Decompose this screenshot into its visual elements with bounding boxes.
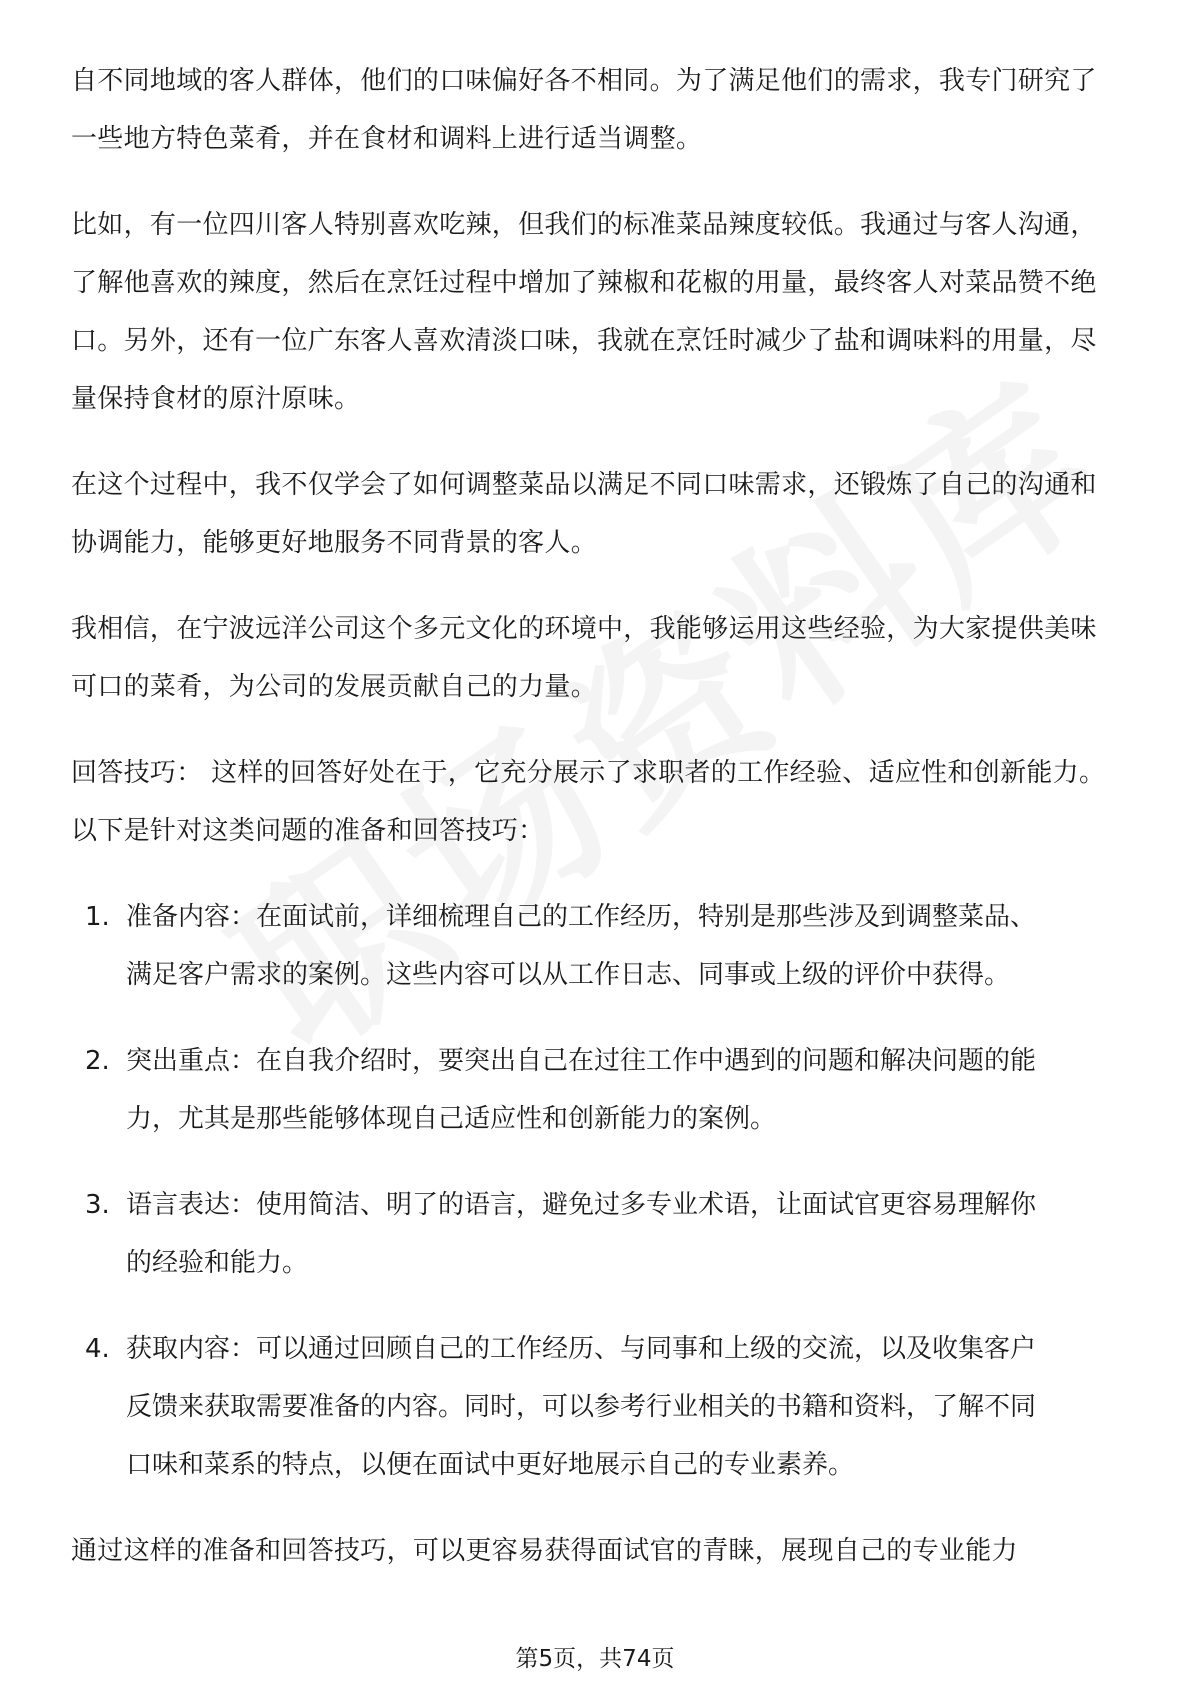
paragraph: 我相信，在宁波远洋公司这个多元文化的环境中，我能够运用这些经验，为大家提供美味可口的菜肴，为公司的发展贡献自己的力量。 xyxy=(71,614,1097,702)
list-number: 2. xyxy=(85,1046,110,1076)
list-item xyxy=(71,1176,1121,1292)
list-text: 获取内容：可以通过回顾自己的工作经历、与同事和上级的交流，以及收集客户反馈来获取需要准备的内容。同时，可以参考行业相关的书籍和资料，了解不同口味和菜系的特点，以便在面试中更好地展示自己的专业素养。 xyxy=(126,1334,1037,1480)
list-item xyxy=(71,1320,1121,1494)
list-item xyxy=(71,1032,1121,1148)
list-number: 3. xyxy=(85,1190,110,1220)
tips-intro-paragraph: 回答技巧： 这样的回答好处在于，它充分展示了求职者的工作经验、适应性和创新能力。以下是针对这类问题的准备和回答技巧： xyxy=(71,758,1106,846)
closing-paragraph: 通过这样的准备和回答技巧，可以更容易获得面试官的青睐，展现自己的专业能力 xyxy=(71,1536,1018,1566)
list-number: 4. xyxy=(85,1334,110,1364)
list-item xyxy=(71,888,1121,1004)
paragraph: 在这个过程中，我不仅学会了如何调整菜品以满足不同口味需求，还锻炼了自己的沟通和协调能力，能够更好地服务不同背景的客人。 xyxy=(71,470,1097,558)
list-text: 突出重点：在自我介绍时，要突出自己在过往工作中遇到的问题和解决问题的能力，尤其是那些能够体现自己适应性和创新能力的案例。 xyxy=(126,1046,1037,1134)
paragraph: 自不同地域的客人群体，他们的口味偏好各不相同。为了满足他们的需求，我专门研究了一些地方特色菜肴，并在食材和调料上进行适当调整。 xyxy=(71,66,1097,154)
list-text: 语言表达：使用简洁、明了的语言，避免过多专业术语，让面试官更容易理解你的经验和能力。 xyxy=(126,1190,1037,1278)
page-footer: 第5页，共74页 xyxy=(515,1646,675,1672)
document-content xyxy=(71,52,1121,1608)
paragraph: 比如，有一位四川客人特别喜欢吃辣，但我们的标准菜品辣度较低。我通过与客人沟通，了解他喜欢的辣度，然后在烹饪过程中增加了辣椒和花椒的用量，最终客人对菜品赞不绝口。另外，还有一位广东客人喜欢清淡口味，我就在烹饪时减少了盐和调味料的用量，尽量保持食材的原汁原味。 xyxy=(71,210,1097,414)
list-number: 1. xyxy=(85,902,110,932)
list-text: 准备内容：在面试前，详细梳理自己的工作经历，特别是那些涉及到调整菜品、满足客户需求的案例。这些内容可以从工作日志、同事或上级的评价中获得。 xyxy=(126,902,1037,990)
tips-list xyxy=(71,888,1121,1494)
